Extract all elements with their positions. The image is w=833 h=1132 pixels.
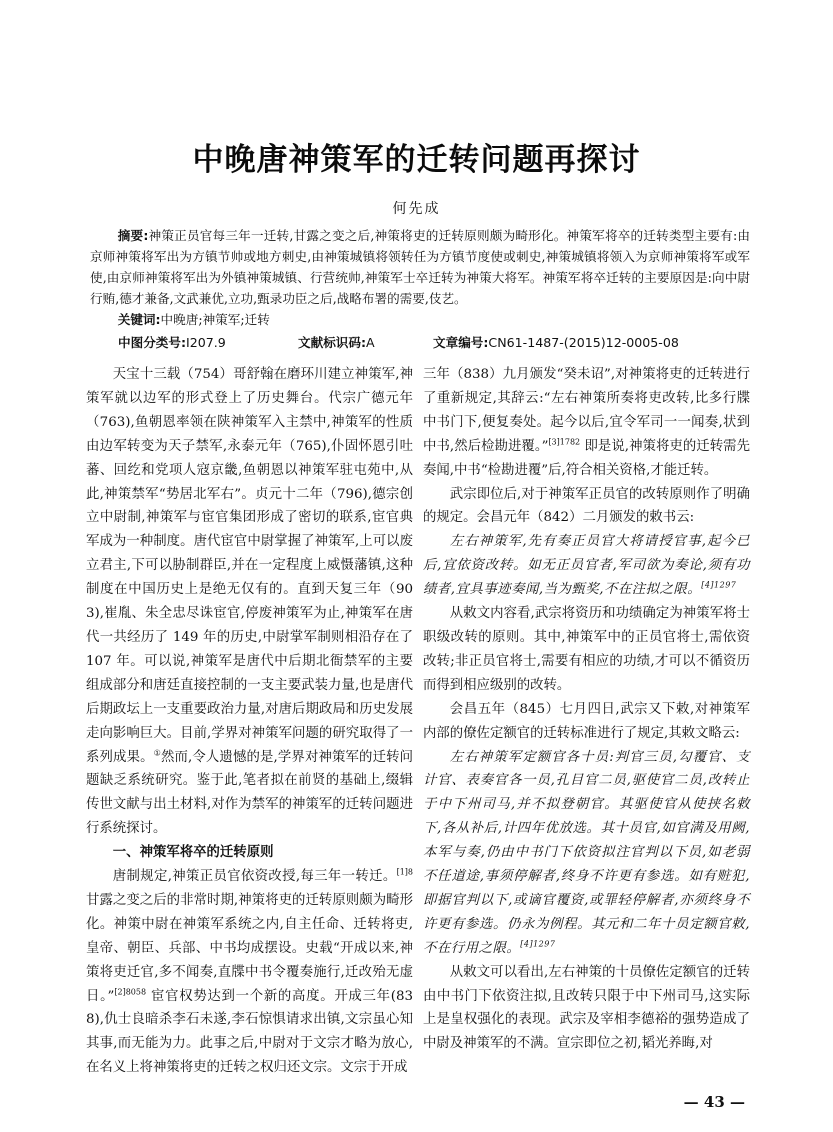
citation: [1]8: [396, 867, 413, 877]
abstract-paragraph: [90, 225, 750, 309]
clc-label: 中图分类号:: [118, 335, 187, 350]
paragraph-text: 天宝十三载（754）哥舒翰在磨环川建立神策军,神策军就以边军的形式登上了历史舞台。代宗广德元年（763),鱼朝恩率领在陕神策军入主禁中,神策军的性质由边军转变为天子禁军,永泰元年（765),仆固怀恩引吐蕃、回纥和党项人寇京畿,鱼朝恩以神策军驻屯苑中,从此,神策禁军“势居北军右”。贞元十二年（796),德宗创立中尉制,神策军与宦官集团形成了密切的联系,宦官典军成为一种制度。唐代宦官中尉掌握了神策军,上可以废立君主,下可以胁制群臣,并在一定程度上威慑藩镇,这种制度在中国历史上是绝无仅有的。直到天复三年（903),崔胤、朱全忠尽诛宦官,停废神策军为止,神策军在唐代一共经历了 149 年的历史,中尉掌军制则相沿存在了 107 年。可以说,神策军是唐代中后期北衙禁军的主要组成部分和唐廷直接控制的一支主要武装力量,也是唐代后期政坛上一支重要政治力量,对唐后期政局和历史发展走向影响巨大。目前,学界对神策军问题的研究取得了一系列成果。: [86, 367, 413, 765]
article-metadata: [118, 332, 778, 353]
citation: [3]1782: [548, 437, 581, 447]
article-no-value: CN61-1487-(2015)12-0005-08: [488, 335, 679, 350]
paragraph-text: 甘露之变之后的非常时期,神策将吏的迁转原则颇为畸形化。神策中尉在神策军系统之内,自主任命、迁转将吏,皇帝、朝臣、兵部、中书均成摆设。史载“开成以来,神策将吏迁官,多不闻奏,直牒中书令覆奏施行,迁改殆无虚日。”: [86, 892, 413, 1004]
article-title: 中晚唐神策军的迁转问题再探讨: [192, 142, 641, 178]
footnote-marker: ①: [153, 748, 161, 758]
quote-text: 左右神策军定额官各十员:判官三员,勾覆官、支计官、表奏官各一员,孔目官二员,驱使官二员,改转止于中下州司马,并不拟登朝官。其驱使官从使挟名敕下,各从补后,计四年优放选。其十员官,如官满及用阙,本军与奏,仍由中书门下依资拟注官判以下员,如老弱不任道途,事须停解者,终身不许更有参选。如有赃犯,即据官判以下,或谪官覆资,或罪轻停解者,亦须终身不许更有参选。仍永为例程。其元和二年十员定额官敕,不在行用之限。: [423, 749, 750, 956]
article-no-label: 文章编号:: [433, 335, 489, 350]
page-number: — 43 —: [683, 1093, 745, 1112]
doc-code-field: [298, 332, 433, 353]
body-paragraph: 武宗即位后,对于神策军正员官的改转原则作了明确的规定。会昌元年（842）二月颁发的敕书云:: [423, 486, 750, 526]
paragraph-text: 然而,令人遗憾的是,学界对神策军的迁转问题缺乏系统研究。鉴于此,笔者拟在前贤的基础上,缀辑传世文献与出土材料,对作为禁军的神策军的迁转问题进行系统探讨。: [86, 749, 414, 837]
quote-text: 左右神策军,先有奏正员官大将请授官事,起今已后,宜依资改转。如无正员官者,军司欲为奏论,须有功绩者,宜具事迹奏闻,当为甄奖,不在注拟之限。: [423, 534, 750, 598]
body-paragraph: 从敕文内容看,武宗将资历和功绩确定为神策军将士职级改转的原则。其中,神策军中的正员官将士,需依资改转;非正员官将士,需要有相应的功绩,才可以不循资历而得到相应级别的改转。: [423, 606, 750, 693]
body-columns: [86, 363, 750, 1080]
citation: [4]1297: [701, 580, 737, 590]
paragraph-text: 唐制规定,神策正员官依资改授,每三年一转迁。: [112, 869, 397, 885]
paragraph-text: 即是说,神策将吏的迁转需先奏闻,中书“检勘进覆”后,符合相关资格,才能迁转。: [423, 438, 751, 478]
keywords-label: 关键词:: [117, 312, 161, 327]
paragraph-text: 宦官权势达到一个新的高度。开成三年(838),仇士良暗杀李石未遂,李石惊惧请求出镇,文宗虽心知其事,而无能为力。此事之后,中尉对于文宗才略为放心,在名义上将神策将吏的迁转之权归还文宗。文宗于开成: [86, 988, 413, 1076]
block-quote: [423, 746, 750, 961]
article-no-field: [433, 332, 679, 353]
keywords-paragraph: [90, 309, 750, 330]
citation: [4]1297: [520, 939, 556, 949]
right-column: [423, 363, 750, 1056]
body-paragraph: 会昌五年（845）七月四日,武宗又下敕,对神策军内部的僚佐定额官的迁转标准进行了规定,其敕文略云:: [423, 701, 750, 741]
block-quote: [423, 530, 750, 602]
abstract-block: [90, 225, 750, 330]
body-paragraph: 从敕文可以看出,左右神策的十员僚佐定额官的迁转由中书门下依资注拟,且改转只限于中下州司马,这实际上是皇权强化的表现。武宗及宰相李德裕的强势造成了中尉及神策军的不满。宣宗即位之初,韬光养晦,对: [423, 964, 750, 1052]
clc-value: I207.9: [186, 335, 226, 350]
article-author: 何先成: [392, 201, 441, 217]
body-paragraph: [423, 363, 750, 483]
keywords-text: 中晚唐;神策军;迁转: [160, 312, 270, 327]
paragraph-text: 三年（838）九月颁发“癸未诏”,对神策将吏的迁转进行了重新规定,其辞云:“左右神策所奏将吏改转,比多行牒中书门下,便复奏处。起今以后,宜令军司一一闻奏,状到中书,然后检勘进覆。”: [423, 367, 750, 454]
left-column: [86, 363, 413, 1080]
abstract-label: 摘要:: [117, 228, 149, 243]
doc-code-value: A: [366, 335, 375, 350]
body-paragraph: [86, 363, 413, 841]
doc-code-label: 文献标识码:: [298, 335, 367, 350]
abstract-text: 神策正员官每三年一迁转,甘露之变之后,神策将吏的迁转原则颇为畸形化。神策军将卒的迁转类型主要有:由京师神策将军出为方镇节帅或地方刺史,由神策城镇将领转任为方镇节度使或刺史,神策城镇将领入为京师神策将军或军使,由京师神策将军出为外镇神策城镇、行营统帅,神策军士卒迁转为神策大将军。神策军将卒迁转的主要原因是:向中尉行贿,德才兼备,文武兼优,立功,甄录功臣之后,战略布署的需要,伎艺。: [90, 228, 750, 306]
body-paragraph: [86, 865, 413, 1080]
citation: [2]8058: [114, 987, 147, 997]
section-heading: 一、神策军将卒的迁转原则: [112, 845, 274, 861]
clc-field: [118, 332, 298, 353]
